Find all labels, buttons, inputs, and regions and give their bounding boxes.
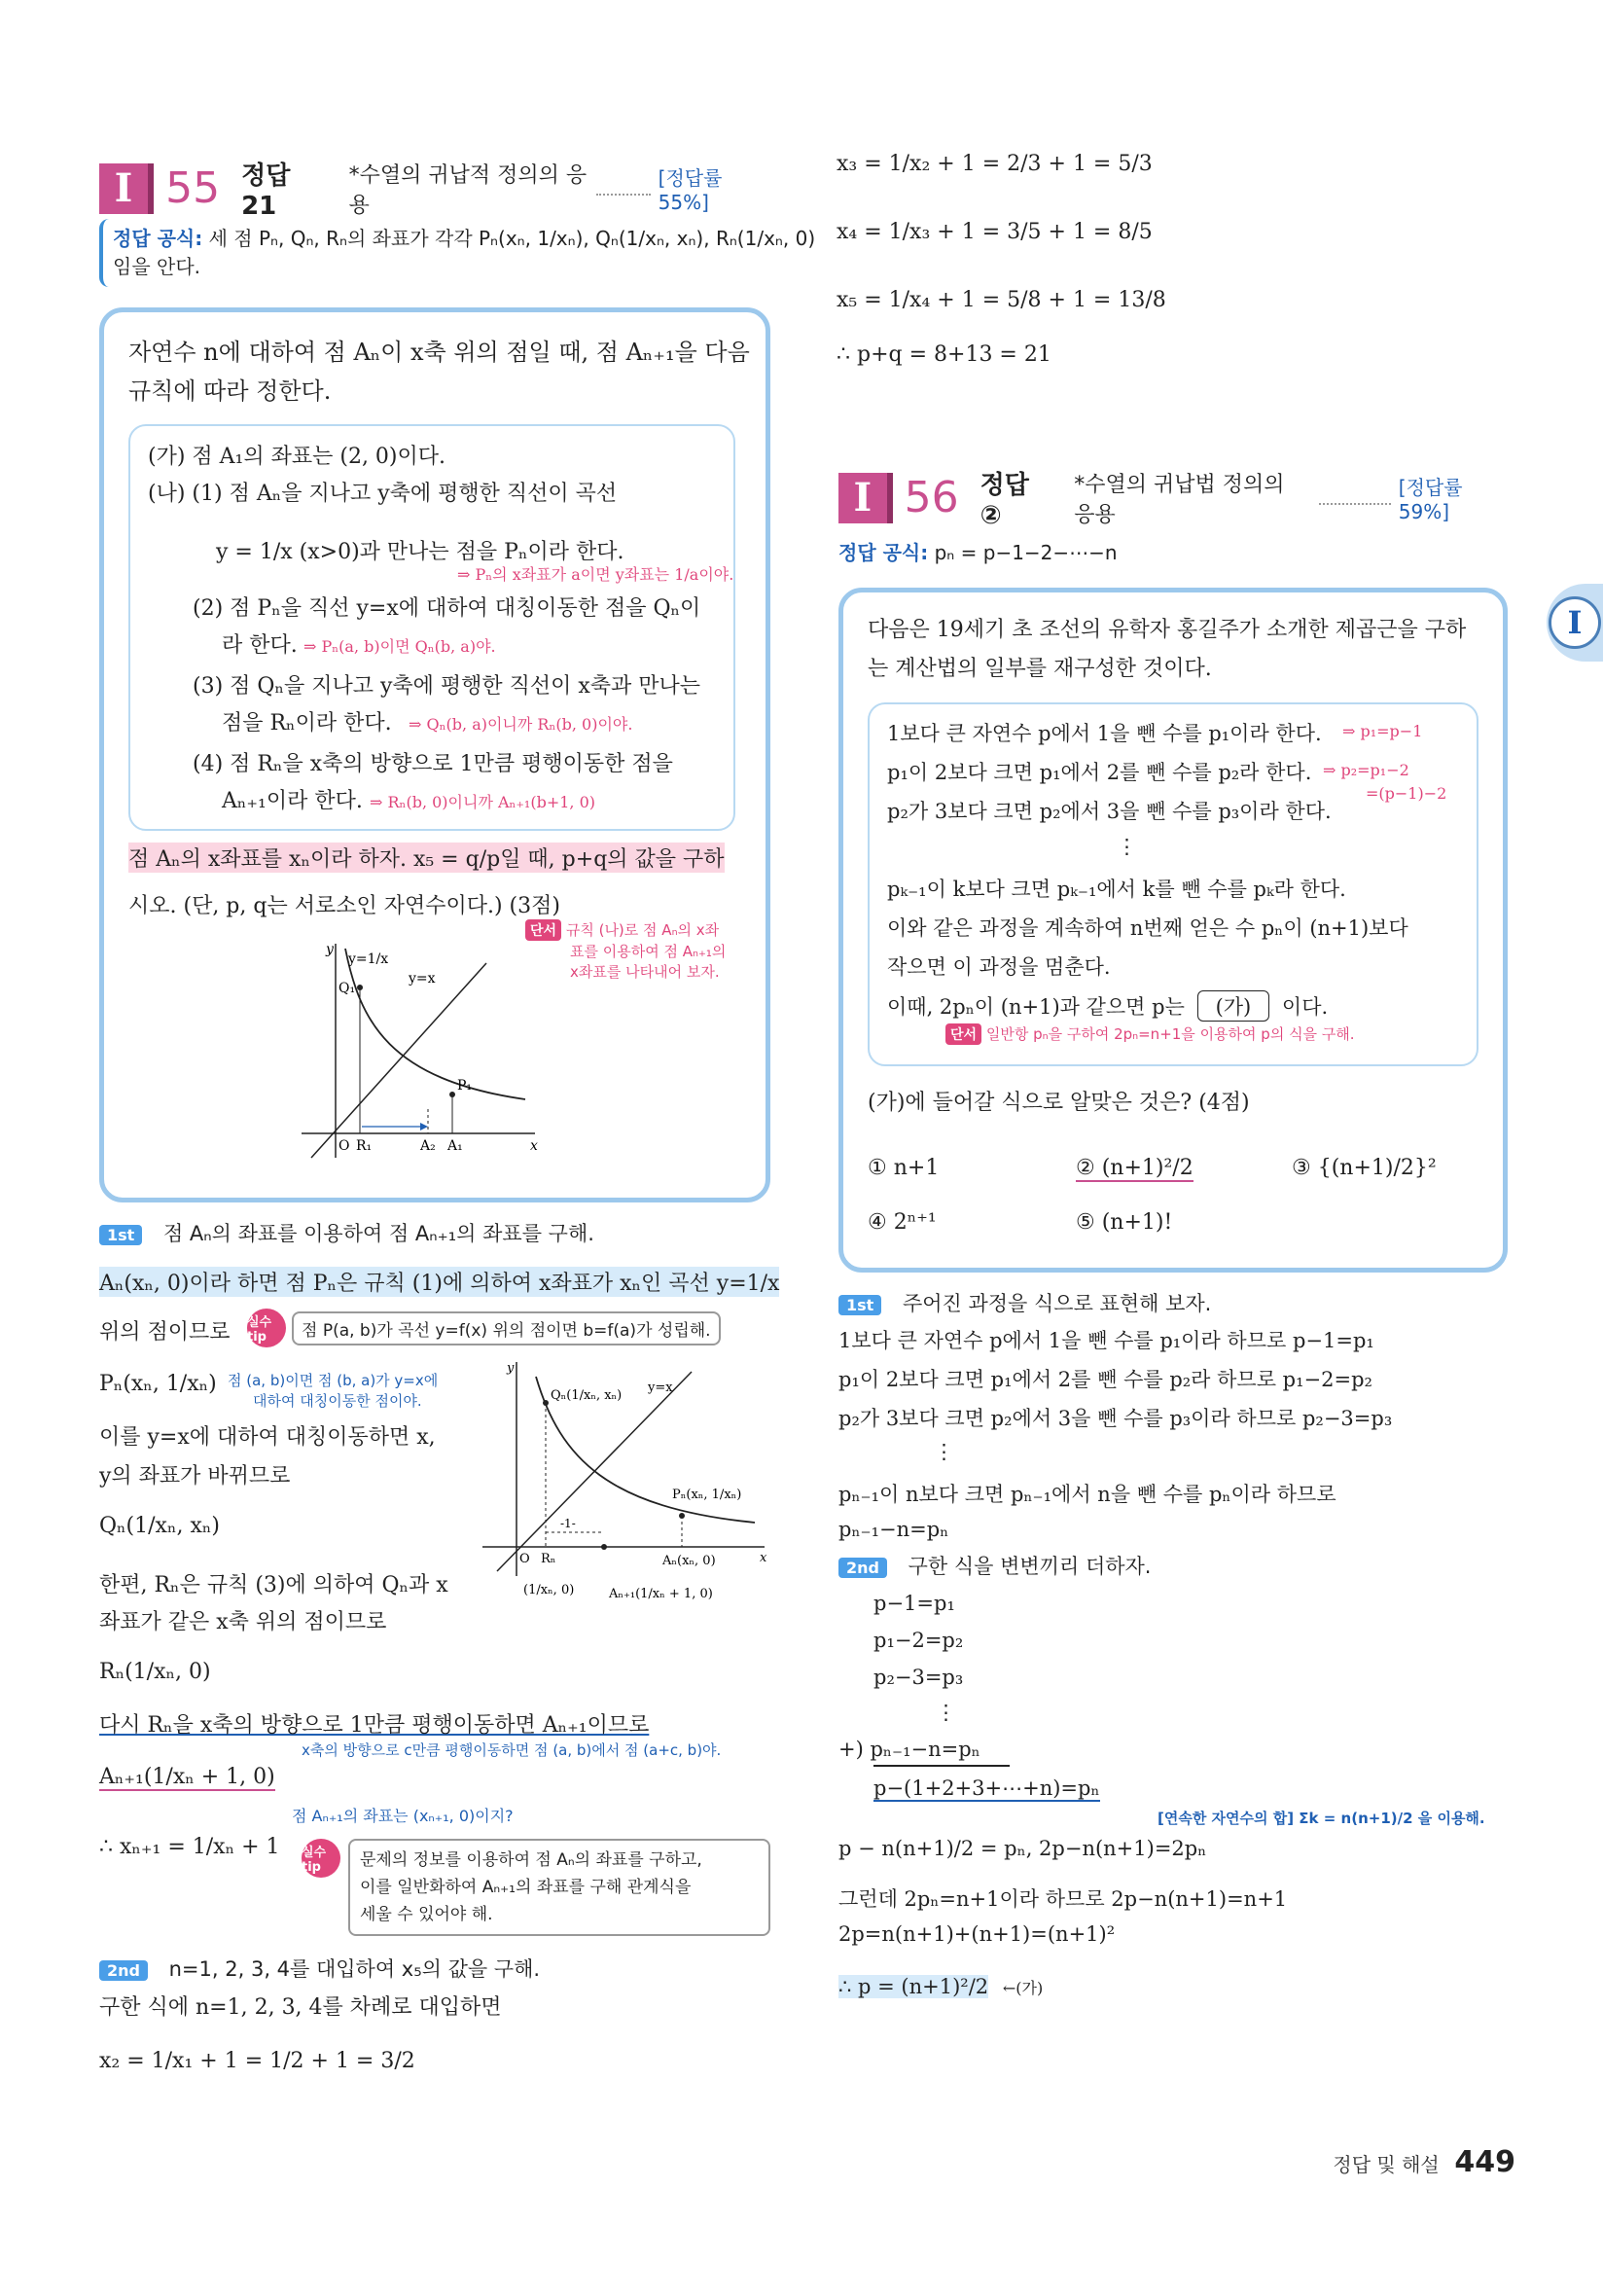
eq-dots: ⋮ bbox=[936, 1701, 956, 1724]
answer-formula bbox=[99, 219, 816, 287]
s1-line-6: 좌표가 같은 x축 위의 점이므로 bbox=[99, 1610, 387, 1634]
a2-label: A₂ bbox=[420, 1138, 436, 1154]
eq-2: p₁−2=p₂ bbox=[873, 1629, 964, 1652]
process-line-6: 작으면 이 과정을 멈춘다. bbox=[887, 955, 1111, 979]
solution-graph bbox=[482, 1352, 774, 1615]
s1-hint: 점 P(a, b)가 곡선 y=f(x) 위의 점이면 b=f(a)가 성립해. bbox=[292, 1311, 721, 1345]
rule-3-note: ⇒ Qₙ(b, a)이니까 Rₙ(b, 0)이야. bbox=[409, 715, 633, 734]
process-line-5: 이와 같은 과정을 계속하여 n번째 얻은 수 pₙ이 (n+1)보다 bbox=[887, 916, 1408, 940]
rule-na-1: (나) (1) 점 Aₙ을 지나고 y축에 평행한 직선이 곡선 bbox=[148, 482, 618, 506]
s1-tip-1: 문제의 정보를 이용하여 점 Aₙ의 좌표를 구하고, bbox=[360, 1850, 702, 1870]
rule-ga: (가) 점 A₁의 좌표는 (2, 0)이다. bbox=[148, 445, 446, 469]
footer-label: 정답 및 해설 bbox=[1333, 2153, 1440, 2176]
accuracy-rate: [정답률 59%] bbox=[1398, 476, 1463, 523]
formula-text: pₙ = p−1−2−⋯−n bbox=[934, 541, 1118, 564]
formula-label: 정답 공식: bbox=[113, 227, 203, 250]
s1-tip-box bbox=[348, 1839, 770, 1936]
axis-y-label: y bbox=[507, 1361, 515, 1376]
answer-label: 정답 ② bbox=[980, 471, 1029, 530]
an-label: Aₙ(xₙ, 0) bbox=[662, 1554, 716, 1568]
s1-line-1: Aₙ(xₙ, 0)이라 하면 점 Pₙ은 규칙 (1)에 의하여 x좌표가 xₙ인 곡선 y=1/x bbox=[99, 1267, 779, 1297]
answer-label: 정답 21 bbox=[241, 161, 291, 221]
hint-text-3: x좌표를 나타내어 보자. bbox=[570, 963, 720, 981]
s1-p-note-1: 점 (a, b)이면 점 (b, a)가 y=x에 bbox=[228, 1372, 439, 1389]
axis-y-label: y bbox=[326, 942, 334, 957]
s1-a-coord: Aₙ₊₁(1/xₙ + 1, 0) bbox=[99, 1765, 275, 1789]
choice-5: ⑤ (n+1)! bbox=[1076, 1210, 1173, 1235]
page-footer bbox=[1333, 2145, 1515, 2179]
eq-7: 그런데 2pₙ=n+1이라 하므로 2p−n(n+1)=n+1 bbox=[838, 1887, 1288, 1911]
rn-label: Rₙ bbox=[541, 1552, 556, 1566]
s2-answer: ∴ p+q = 8+13 = 21 bbox=[837, 342, 1051, 367]
step-1-title: 점 Aₙ의 좌표를 이용하여 점 Aₙ₊₁의 좌표를 구해. bbox=[162, 1222, 594, 1245]
topic-label: *수열의 귀납법 정의의 응용 bbox=[1074, 472, 1285, 527]
s1-tip-3: 세울 수 있어야 해. bbox=[360, 1905, 493, 1924]
s1-line-2: p₁이 2보다 크면 p₁에서 2를 뺀 수를 p₂라 하므로 p₁−2=p₂ bbox=[838, 1368, 1372, 1391]
eq-9-row bbox=[838, 1975, 1043, 1998]
step-1-header bbox=[99, 1218, 594, 1247]
step-2-header bbox=[99, 1954, 540, 1983]
s1-line-7-note: x축의 방향으로 c만큼 평행이동하면 점 (a, b)에서 점 (a+c, b)야. bbox=[302, 1741, 722, 1759]
eq-5: p−(1+2+3+⋯+n)=pₙ bbox=[873, 1776, 1100, 1800]
formula-label: 정답 공식: bbox=[838, 541, 929, 564]
curve-label: y=1/x bbox=[348, 951, 389, 967]
chapter-side-tab bbox=[1547, 584, 1603, 662]
step-1-header bbox=[838, 1288, 1211, 1317]
p1-label: P₁ bbox=[457, 1078, 473, 1094]
s1-a-note: 점 Aₙ₊₁의 좌표는 (xₙ₊₁, 0)이지? bbox=[292, 1807, 514, 1825]
s2-x4: x₄ = 1/x₃ + 1 = 3/5 + 1 = 8/5 bbox=[837, 220, 1153, 244]
problem-number: 55 bbox=[165, 163, 221, 213]
rule-4-note: ⇒ Rₙ(b, 0)이니까 Aₙ₊₁(b+1, 0) bbox=[370, 793, 595, 811]
qn-label: Qₙ(1/xₙ, xₙ) bbox=[551, 1388, 623, 1403]
hint-tag: 단서 bbox=[525, 919, 561, 941]
rule-2-note: ⇒ Pₙ(a, b)이면 Qₙ(b, a)야. bbox=[303, 637, 496, 656]
chapter-tab-label: I bbox=[1549, 596, 1601, 649]
axis-x-label: x bbox=[530, 1138, 538, 1154]
problem-intro-1: 자연수 n에 대하여 점 Aₙ이 x축 위의 점일 때, 점 Aₙ₊₁을 다음 bbox=[128, 339, 750, 366]
s1-dots: ⋮ bbox=[934, 1440, 954, 1463]
process-line-7 bbox=[887, 990, 1328, 1022]
origin-label: O bbox=[519, 1552, 530, 1566]
process-line-2-note-2: =(p−1)−2 bbox=[1366, 784, 1447, 803]
s1-r-coord: Rₙ(1/xₙ, 0) bbox=[99, 1660, 211, 1684]
choice-4: ④ 2ⁿ⁺¹ bbox=[868, 1210, 937, 1235]
process-line-2: p₁이 2보다 크면 p₁에서 2를 뺀 수를 p₂라 한다. bbox=[887, 761, 1312, 784]
problem-intro-2: 는 계산법의 일부를 재구성한 것이다. bbox=[868, 657, 1212, 681]
eq-6: p − n(n+1)/2 = pₙ, 2p−n(n+1)=2pₙ bbox=[838, 1837, 1207, 1860]
point-an1 bbox=[601, 1544, 607, 1550]
eq-5-note: [연속한 자연수의 합] Σk = n(n+1)/2 을 이용해. bbox=[1158, 1810, 1485, 1827]
origin-label: O bbox=[338, 1138, 350, 1154]
point-qn bbox=[543, 1400, 549, 1406]
process-line-4: pₖ₋₁이 k보다 크면 pₖ₋₁에서 k를 뺀 수를 pₖ라 한다. bbox=[887, 878, 1346, 901]
step-1-tag: 1st bbox=[99, 1225, 142, 1245]
s1-tip-2: 이를 일반화하여 Aₙ₊₁의 좌표를 구해 관계식을 bbox=[360, 1878, 692, 1897]
section-badge: I bbox=[838, 473, 893, 523]
a1-label: A₁ bbox=[447, 1138, 463, 1154]
shift-arrow-head bbox=[420, 1123, 428, 1130]
s1-line-3: 이를 y=x에 대하여 대칭이동하면 x, bbox=[99, 1425, 436, 1450]
r1-label: R₁ bbox=[356, 1138, 373, 1154]
s1-line-4: pₙ₋₁이 n보다 크면 pₙ₋₁에서 n을 뺀 수를 pₙ이라 하므로 bbox=[838, 1483, 1336, 1506]
sum-rule bbox=[873, 1765, 1010, 1767]
eq-3: p₂−3=p₃ bbox=[873, 1666, 964, 1689]
eq-8: 2p=n(n+1)+(n+1)=(n+1)² bbox=[838, 1922, 1116, 1946]
question: (가)에 들어갈 식으로 알맞은 것은? (4점) bbox=[868, 1091, 1250, 1115]
problem-55-header bbox=[99, 156, 770, 221]
q1-label: Q₁ bbox=[338, 981, 356, 996]
page-number: 449 bbox=[1454, 2145, 1515, 2179]
an1-label: Aₙ₊₁(1/xₙ + 1, 0) bbox=[609, 1587, 713, 1601]
point-p1 bbox=[449, 1092, 455, 1097]
s2-x2: x₂ = 1/x₁ + 1 = 1/2 + 1 = 3/2 bbox=[99, 2049, 415, 2073]
dotted-leader bbox=[1319, 491, 1390, 505]
s1-p-coord: Pₙ(xₙ, 1/xₙ) bbox=[99, 1372, 217, 1396]
section-badge: I bbox=[99, 163, 154, 214]
hint-text-2: 표를 이용하여 점 Aₙ₊₁의 bbox=[570, 943, 727, 960]
question-line-2: 시오. (단, p, q는 서로소인 자연수이다.) (3점) bbox=[128, 894, 560, 918]
question-line-1: 점 Aₙ의 x좌표를 xₙ이라 하자. x₅ = q/p일 때, p+q의 값을 구하 bbox=[128, 843, 725, 873]
s1-q-coord: Qₙ(1/xₙ, xₙ) bbox=[99, 1514, 220, 1538]
problem-number: 56 bbox=[904, 473, 959, 522]
point-q1 bbox=[357, 985, 363, 990]
hint-block bbox=[945, 1023, 1355, 1045]
process-line-2-note-1: ⇒ p₂=p₁−2 bbox=[1323, 761, 1409, 779]
process-line-7b: 이다. bbox=[1281, 995, 1329, 1019]
step-1-title: 주어진 과정을 식으로 표현해 보자. bbox=[902, 1292, 1212, 1315]
answer-formula bbox=[838, 537, 1118, 565]
topic-label: *수열의 귀납적 정의의 응용 bbox=[348, 162, 588, 218]
problem-intro-2: 규칙에 따라 정한다. bbox=[128, 377, 332, 405]
hint-text-1: 규칙 (나)로 점 Aₙ의 x좌 bbox=[565, 921, 720, 939]
rule-na-1-note: ⇒ Pₙ의 x좌표가 a이면 y좌표는 1/a이야. bbox=[457, 565, 734, 584]
step-2-title: n=1, 2, 3, 4를 대입하여 x₅의 값을 구해. bbox=[168, 1957, 541, 1981]
rule-3b: 점을 Rₙ이라 한다. bbox=[222, 711, 392, 735]
tip-badge: 실수 tip bbox=[247, 1309, 286, 1347]
hint-tag: 단서 bbox=[945, 1023, 981, 1045]
pn-label: Pₙ(xₙ, 1/xₙ) bbox=[672, 1488, 742, 1502]
eq-1: p−1=p₁ bbox=[873, 1592, 955, 1615]
line-label: y=x bbox=[409, 971, 436, 987]
axis-x-label: x bbox=[760, 1551, 767, 1565]
process-line-1-note: ⇒ p₁=p−1 bbox=[1342, 722, 1423, 740]
point-pn bbox=[679, 1513, 685, 1519]
s2-x3: x₃ = 1/x₂ + 1 = 2/3 + 1 = 5/3 bbox=[837, 152, 1153, 176]
step-2-title: 구한 식을 변변끼리 더하자. bbox=[908, 1555, 1152, 1578]
choice-3: ③ {(n+1)/2}² bbox=[1292, 1156, 1437, 1180]
hint-text: 일반항 pₙ을 구하여 2pₙ=n+1을 이용하여 p의 식을 구해. bbox=[985, 1025, 1355, 1043]
problem-graph bbox=[292, 934, 545, 1167]
formula-text-2: 임을 안다. bbox=[113, 255, 200, 278]
accuracy-rate: [정답률 55%] bbox=[658, 166, 723, 214]
step-2-tag: 2nd bbox=[99, 1960, 148, 1981]
rule-2b: 라 한다. bbox=[222, 633, 298, 658]
tip-badge-2: 실수 tip bbox=[302, 1839, 340, 1878]
step-2-tag: 2nd bbox=[838, 1558, 887, 1578]
shift-label: -1- bbox=[560, 1517, 576, 1530]
s1-p-note bbox=[228, 1370, 438, 1411]
line-y-equals-x bbox=[311, 963, 486, 1158]
s2-x5: x₅ = 1/x₄ + 1 = 5/8 + 1 = 13/8 bbox=[837, 288, 1166, 312]
rule-3a: (3) 점 Qₙ을 지나고 y축에 평행한 직선이 x축과 만나는 bbox=[193, 674, 701, 699]
s1-line-3: p₂가 3보다 크면 p₂에서 3을 뺀 수를 p₃이라 하므로 p₂−3=p₃ bbox=[838, 1407, 1393, 1430]
formula-text: 세 점 Pₙ, Qₙ, Rₙ의 좌표가 각각 Pₙ(xₙ, 1/xₙ), Qₙ(1/xₙ, xₙ), Rₙ(1/xₙ, 0) bbox=[208, 227, 816, 250]
rule-2a: (2) 점 Pₙ을 직선 y=x에 대하여 대칭이동한 점을 Qₙ이 bbox=[193, 596, 701, 621]
dotted-leader bbox=[596, 182, 651, 196]
problem-56-header bbox=[838, 465, 1510, 530]
hint-block bbox=[525, 919, 749, 982]
rule-4a: (4) 점 Rₙ을 x축의 방향으로 1만큼 평행이동한 점을 bbox=[193, 752, 673, 776]
problem-intro-1: 다음은 19세기 초 조선의 유학자 홍길주가 소개한 제곱근을 구하 bbox=[868, 618, 1467, 642]
s1-line-2: 위의 점이므로 bbox=[99, 1320, 231, 1345]
rn-coord-label: (1/xₙ, 0) bbox=[523, 1583, 575, 1597]
choice-1: ① n+1 bbox=[868, 1156, 940, 1180]
process-line-7a: 이때, 2pₙ이 (n+1)과 같으면 p는 bbox=[887, 995, 1185, 1019]
eq-4: +) pₙ₋₁−n=pₙ bbox=[838, 1738, 980, 1761]
rule-4b: Aₙ₊₁이라 한다. bbox=[222, 789, 363, 813]
s2-line-1: 구한 식에 n=1, 2, 3, 4를 차례로 대입하면 bbox=[99, 1995, 502, 2020]
process-vdots: ⋮ bbox=[1117, 835, 1137, 858]
s1-line-7: 다시 Rₙ을 x축의 방향으로 1만큼 평행이동하면 Aₙ₊₁이므로 bbox=[99, 1713, 650, 1738]
s1-recurrence: ∴ xₙ₊₁ = 1/xₙ + 1 bbox=[99, 1835, 280, 1859]
s1-line-5: 한편, Rₙ은 규칙 (3)에 의하여 Qₙ과 x bbox=[99, 1573, 448, 1597]
line-label: y=x bbox=[648, 1381, 673, 1395]
rule-na-1b: y = 1/x (x>0)과 만나는 점을 Pₙ이라 한다. bbox=[216, 540, 624, 564]
s1-line-4: y의 좌표가 바뀌므로 bbox=[99, 1464, 291, 1489]
s1-line-1: 1보다 큰 자연수 p에서 1을 뺀 수를 p₁이라 하므로 p−1=p₁ bbox=[838, 1329, 1374, 1352]
process-line-1: 1보다 큰 자연수 p에서 1을 뺀 수를 p₁이라 한다. bbox=[887, 722, 1322, 745]
eq-9-note: ←(가) bbox=[1002, 1979, 1044, 1997]
step-1-tag: 1st bbox=[838, 1295, 881, 1315]
s1-p-note-2: 대하여 대칭이동한 점이야. bbox=[253, 1392, 422, 1410]
choice-2: ② (n+1)²/2 bbox=[1076, 1156, 1193, 1180]
s1-line-5: pₙ₋₁−n=pₙ bbox=[838, 1518, 949, 1541]
process-line-3: p₂가 3보다 크면 p₂에서 3을 뺀 수를 p₃이라 한다. bbox=[887, 800, 1332, 823]
eq-9: ∴ p = (n+1)²/2 bbox=[838, 1975, 989, 1998]
step-2-header bbox=[838, 1551, 1151, 1580]
blank-box: (가) bbox=[1197, 990, 1270, 1022]
